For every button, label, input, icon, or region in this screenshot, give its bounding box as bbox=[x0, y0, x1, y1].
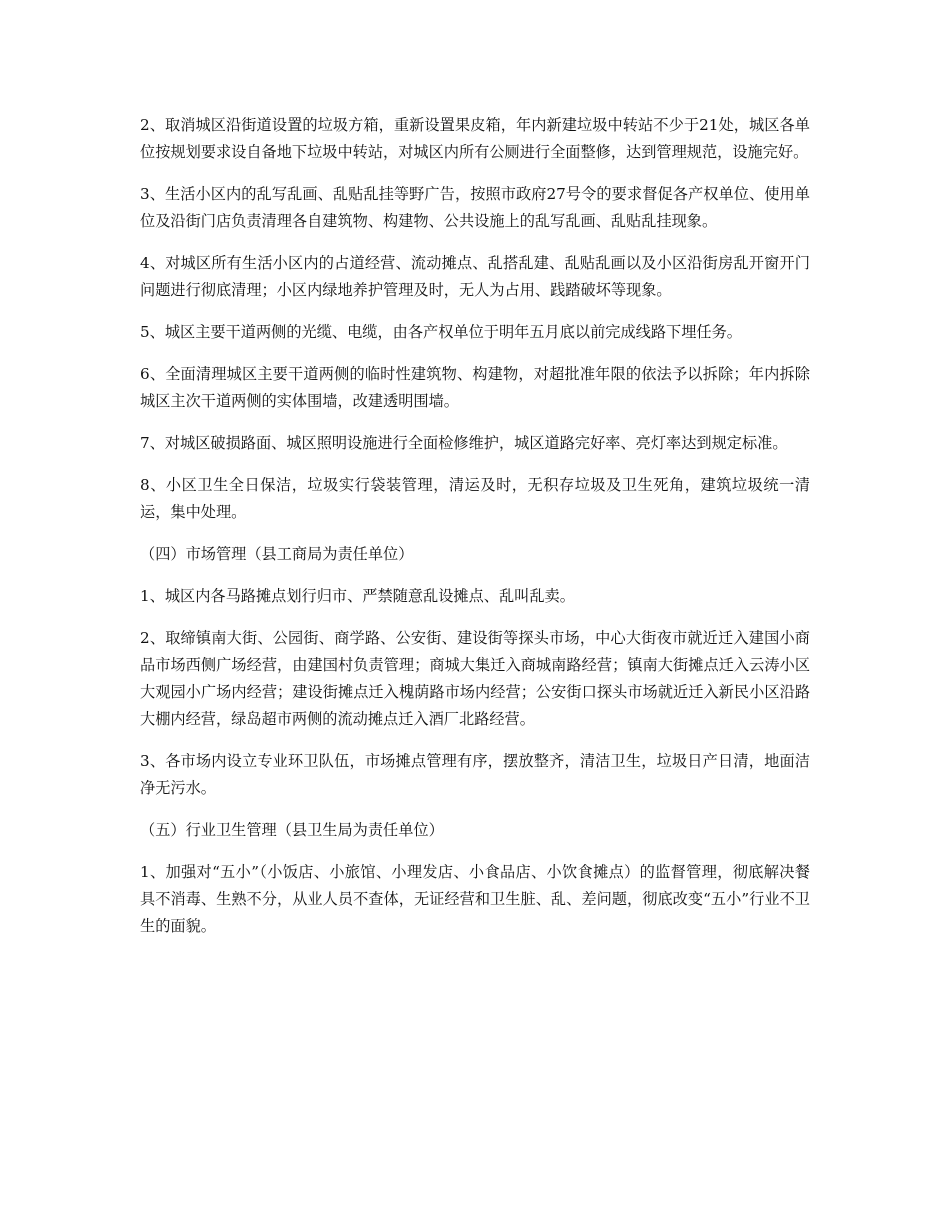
market-item-3: 3、各市场内设立专业环卫队伍，市场摊点管理有序，摆放整齐，清洁卫生，垃圾日产日清，地面洁净无污水。 bbox=[140, 752, 810, 797]
market-item-1: 1、城区内各马路摊点划行归市、严禁随意乱设摊点、乱叫乱卖。 bbox=[140, 587, 575, 605]
item-7-roads-lighting: 7、对城区破损路面、城区照明设施进行全面检修维护，城区道路完好率、亮灯率达到规定标准。 bbox=[140, 434, 788, 452]
item-5-cables: 5、城区主要干道两侧的光缆、电缆，由各产权单位于明年五月底以前完成线路下埋任务。 bbox=[140, 323, 742, 341]
section-5-industry-hygiene: （五）行业卫生管理（县卫生局为责任单位） bbox=[140, 821, 444, 839]
section-4-market-management: （四）市场管理（县工商局为责任单位） bbox=[140, 545, 414, 563]
hygiene-item-1: 1、加强对“五小”（小饭店、小旅馆、小理发店、小食品店、小饮食摊点）的监督管理，彻底解决餐具不消毒、生熟不分，从业人员不查体，无证经营和卫生脏、乱、差问题，彻底改变“五小”行业不卫生的面貌。 bbox=[140, 863, 810, 935]
document-page bbox=[140, 112, 810, 955]
market-item-2: 2、取缔镇南大街、公园街、商学路、公安街、建设街等探头市场，中心大街夜市就近迁入建国小商品市场西侧广场经营，由建国村负责管理；商城大集迁入商城南路经营；镇南大街摊点迁入云涛小区大观园小广场内经营；建设街摊点迁入槐荫路市场内经营；公安街口探头市场就近迁入新民小区沿路大棚内经营，绿岛超市两侧的流动摊点迁入酒厂北路经营。 bbox=[140, 629, 810, 728]
item-2-waste-bins: 2、取消城区沿街道设置的垃圾方箱，重新设置果皮箱，年内新建垃圾中转站不少于21处，城区各单位按规划要求设自备地下垃圾中转站，对城区内所有公厕进行全面整修，达到管理规范，设施完好。 bbox=[140, 116, 810, 161]
item-3-graffiti: 3、生活小区内的乱写乱画、乱贴乱挂等野广告，按照市政府27号令的要求督促各产权单位、使用单位及沿街门店负责清理各自建筑物、构建物、公共设施上的乱写乱画、乱贴乱挂现象。 bbox=[140, 185, 810, 230]
item-4-community-cleanup: 4、对城区所有生活小区内的占道经营、流动摊点、乱搭乱建、乱贴乱画以及小区沿街房乱开窗开门问题进行彻底清理；小区内绿地养护管理及时，无人为占用、践踏破坏等现象。 bbox=[140, 254, 810, 299]
item-6-temporary-buildings: 6、全面清理城区主要干道两侧的临时性建筑物、构建物，对超批准年限的依法予以拆除；年内拆除城区主次干道两侧的实体围墙，改建透明围墙。 bbox=[140, 365, 810, 410]
item-8-community-sanitation: 8、小区卫生全日保洁，垃圾实行袋装管理，清运及时，无积存垃圾及卫生死角，建筑垃圾统一清运，集中处理。 bbox=[140, 476, 810, 521]
